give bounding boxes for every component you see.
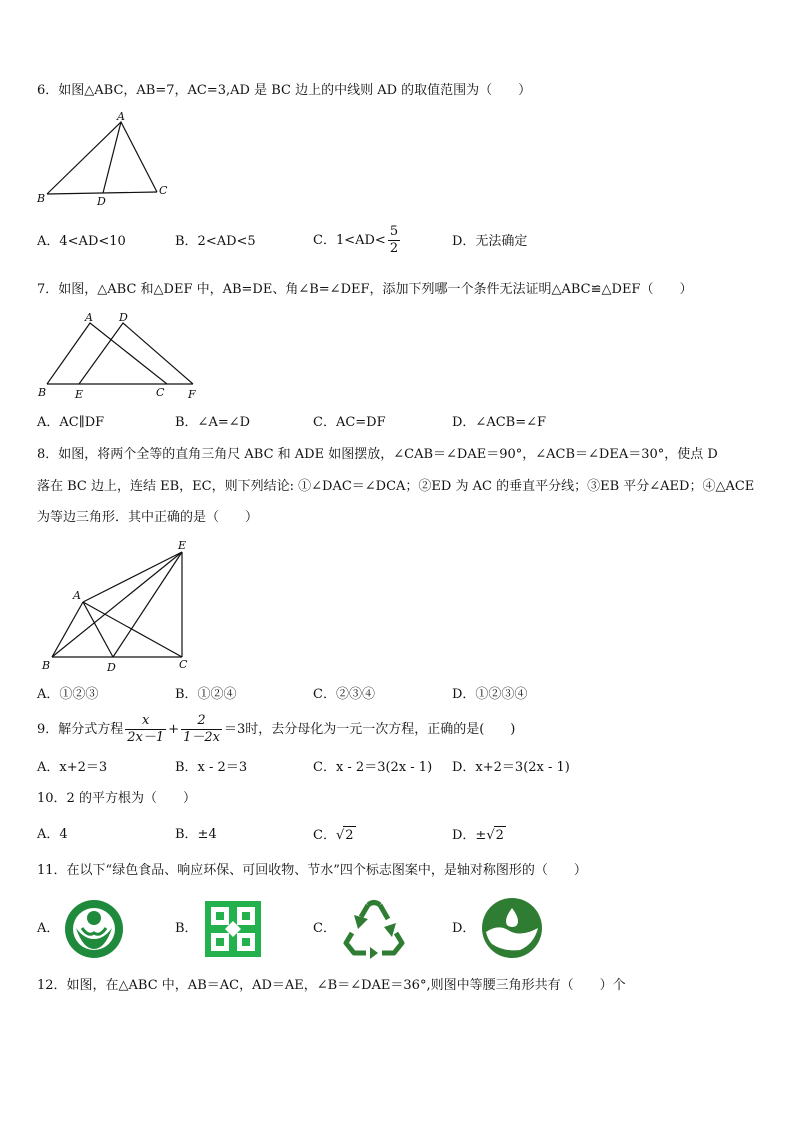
q10-d-prefix: D．±: [452, 828, 487, 843]
q8-label-a: A: [73, 589, 81, 602]
q11-option-b-label[interactable]: B．: [175, 921, 198, 936]
q12-stem: 12．如图，在△ABC 中，AB＝AC，AD＝AE，∠B＝∠DAE＝36°,则图中等腰三角形共有（ ）个: [37, 978, 626, 993]
q9-prefix: 9．解分式方程: [37, 722, 124, 737]
q9-stem: [37, 713, 515, 746]
q6-option-c[interactable]: [313, 224, 402, 257]
q8-line1: 8．如图，将两个全等的直角三角尺 ABC 和 ADE 如图摆放，∠CAB＝∠DAE＝90°，∠ACB＝∠DEA＝30°，使点 D: [37, 447, 718, 462]
q7-stem: 7．如图，△ABC 和△DEF 中，AB=DE、角∠B=∠DEF，添加下列哪一个条件无法证明△ABC≌△DEF（ ）: [37, 282, 693, 297]
q10-option-b[interactable]: B．±4: [175, 827, 217, 842]
green-food-logo-icon[interactable]: [62, 897, 126, 961]
q7-option-d[interactable]: D．∠ACB=∠F: [452, 415, 547, 430]
q9-fraction-1: [125, 713, 166, 746]
q7-label-a: A: [85, 311, 93, 324]
q7-option-a[interactable]: A．AC∥DF: [37, 415, 105, 430]
q10-c-prefix: C．: [313, 828, 336, 843]
q6-option-b[interactable]: B．2<AD<5: [175, 234, 256, 249]
q6-label-c: C: [159, 184, 168, 197]
q8-label-e: E: [178, 539, 187, 552]
q9-f1-denominator: 2x－1: [127, 730, 165, 745]
q8-option-c[interactable]: C．②③④: [313, 687, 375, 702]
q9-f2-numerator: 2: [181, 713, 222, 730]
q6-stem: 6．如图△ABC，AB=7，AC=3,AD 是 BC 边上的中线则 AD 的取值范围为（ ）: [37, 83, 532, 98]
q6-option-d[interactable]: D．无法确定: [452, 234, 528, 249]
q6-label-d: D: [97, 195, 106, 208]
q10-c-radicand: 2: [345, 828, 354, 843]
q6-triangle-figure: [35, 108, 175, 208]
q11-option-c-label[interactable]: C．: [313, 921, 336, 936]
q8-line2: 落在 BC 边上，连结 EB，EC，则下列结论: ①∠DAC＝∠DCA；②ED 为 AC 的垂直平分线；③EB 平分∠AED；④△ACE: [37, 479, 755, 494]
environmental-logo-icon[interactable]: [203, 899, 263, 959]
sqrt-icon: √: [486, 828, 495, 843]
q10-option-a[interactable]: A．4: [37, 827, 68, 842]
q10-d-radicand: 2: [495, 828, 504, 843]
q9-option-b[interactable]: B．x - 2＝3: [175, 760, 248, 775]
q7-label-e: E: [75, 388, 84, 401]
q7-label-c: C: [156, 386, 165, 399]
q6-option-c-prefix: C．1<AD<: [313, 233, 386, 248]
q11-stem: 11．在以下“绿色食品、响应环保、可回收物、节水”四个标志图案中，是轴对称图形的（ ）: [37, 863, 587, 878]
q8-label-c: C: [179, 658, 188, 671]
q8-line3: 为等边三角形．其中正确的是（ ）: [37, 510, 259, 525]
water-saving-logo-icon[interactable]: [480, 896, 544, 960]
q7-option-c[interactable]: C．AC=DF: [313, 415, 386, 430]
q6-c-numerator: 5: [389, 224, 399, 239]
q11-option-d-label[interactable]: D．: [452, 921, 476, 936]
q6-label-b: B: [37, 192, 46, 205]
sqrt-icon: √: [335, 828, 345, 843]
q11-option-a-label[interactable]: A．: [37, 921, 60, 936]
q9-f2-denominator: 1－2x: [183, 730, 220, 745]
recycle-logo-icon[interactable]: [340, 897, 408, 959]
q9-plus: +: [168, 722, 180, 737]
q7-label-b: B: [38, 386, 47, 399]
q7-label-f: F: [188, 388, 196, 401]
q6-option-c-fraction: [388, 224, 400, 257]
q6-label-a: A: [117, 110, 125, 123]
q8-label-b: B: [42, 659, 51, 672]
q10-option-c[interactable]: [313, 826, 356, 845]
q6-option-a[interactable]: A．4<AD<10: [37, 234, 126, 249]
q10-stem: 10．2 的平方根为（ ）: [37, 791, 196, 806]
q8-label-d: D: [107, 661, 116, 674]
q8-option-a[interactable]: A．①②③: [37, 687, 99, 702]
q10-option-d[interactable]: [452, 826, 506, 845]
q9-option-c[interactable]: C．x - 2＝3(2x - 1): [313, 760, 433, 775]
q9-fraction-2: [181, 713, 222, 746]
q9-f1-numerator: x: [125, 713, 166, 730]
q9-suffix: ＝3时，去分母化为一元一次方程，正确的是( ): [223, 722, 516, 737]
q7-triangles-figure: [35, 308, 205, 403]
q9-option-d[interactable]: D．x+2＝3(2x - 1): [452, 760, 570, 775]
q8-option-b[interactable]: B．①②④: [175, 687, 237, 702]
q6-c-denominator: 2: [389, 241, 399, 256]
q9-option-a[interactable]: A．x+2＝3: [37, 760, 108, 775]
q8-option-d[interactable]: D．①②③④: [452, 687, 528, 702]
q8-figure: [35, 536, 200, 676]
q7-label-d: D: [119, 311, 128, 324]
q7-option-b[interactable]: B．∠A=∠D: [175, 415, 251, 430]
